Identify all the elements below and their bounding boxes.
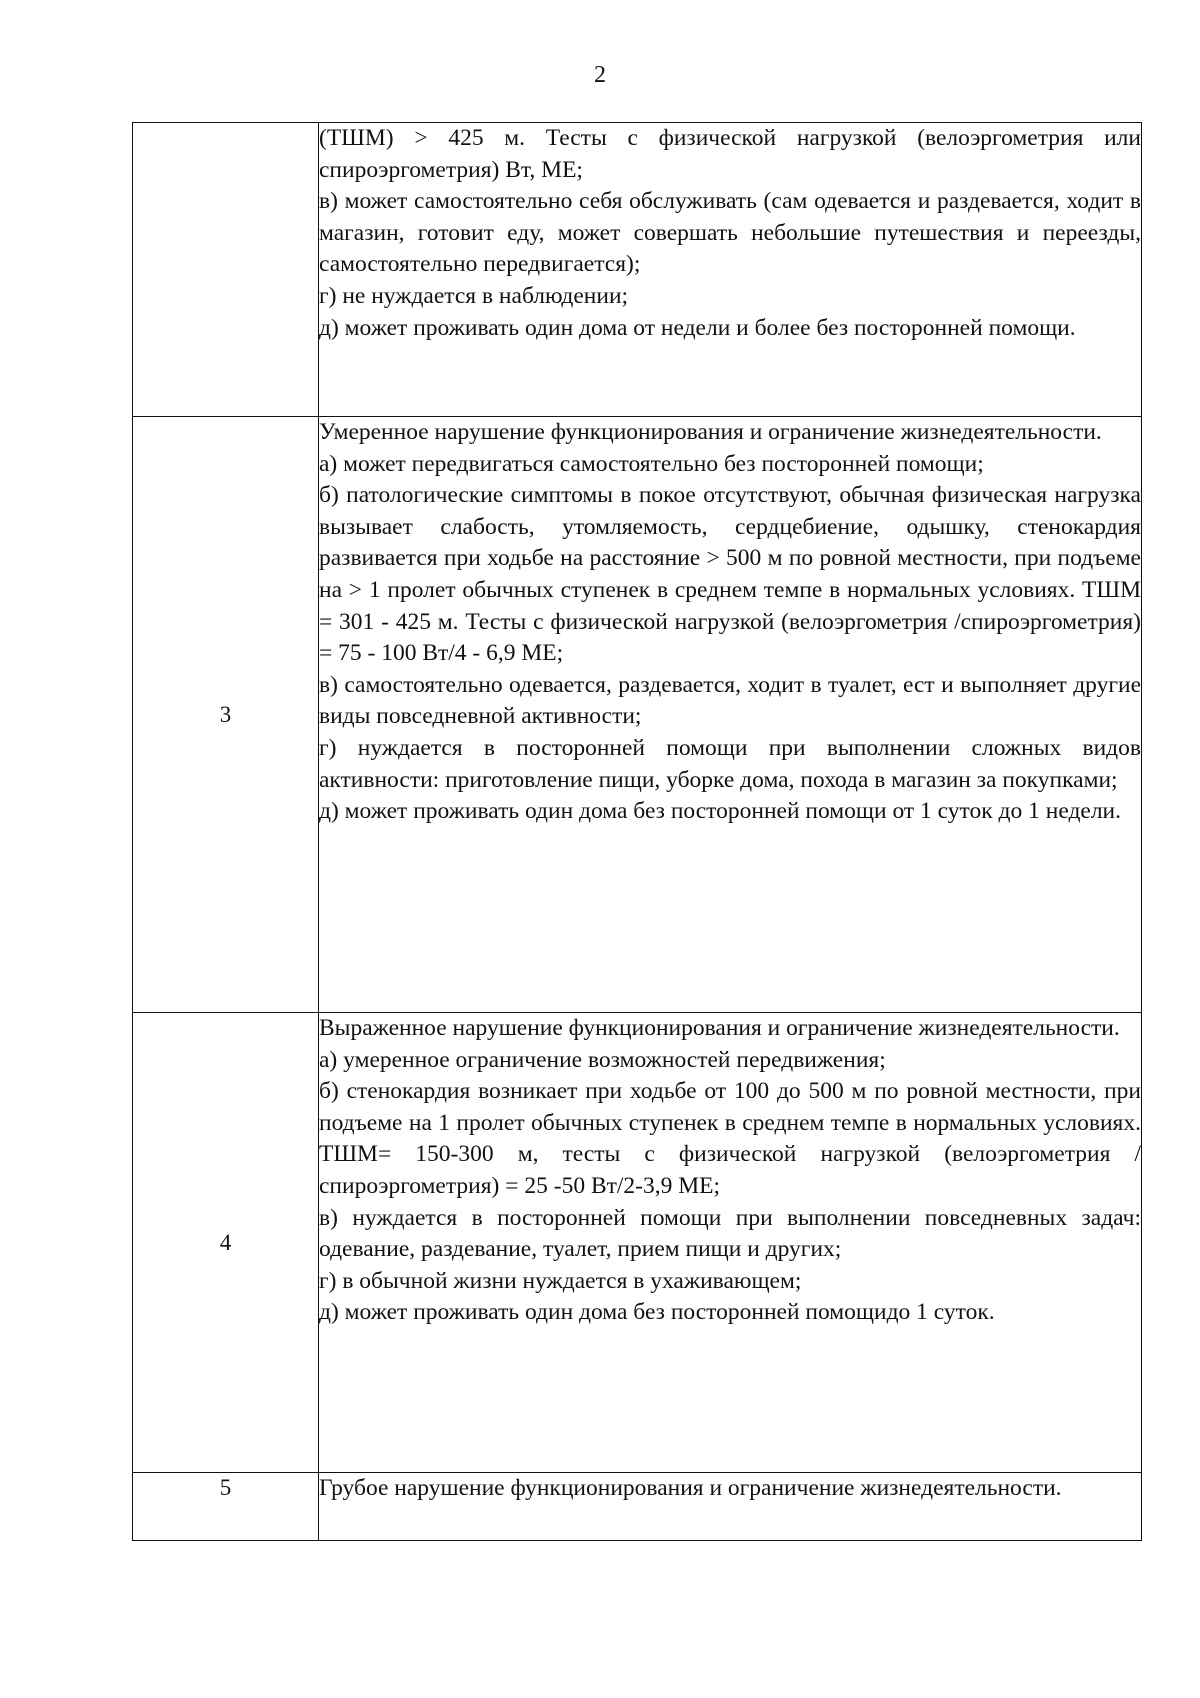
- table-row: [133, 123, 1142, 417]
- row-number-cell: 3: [133, 417, 319, 1013]
- text-paragraph: г) нуждается в посторонней помощи при выполнении сложных видов активности: приготовление пищи, уборке дома, похода в магазин за покупками;: [319, 734, 1141, 793]
- row-text-cell: [319, 1473, 1142, 1541]
- text-paragraph: б) стенокардия возникает при ходьбе от 100 до 500 м по ровной местности, при подъеме на 1 пролет обычных ступенек в среднем темпе в нормальных условиях. ТШМ= 150-300 м, тесты с физической нагрузкой (велоэргометрия /спироэргометрия) = 25 -50 Вт/2-3,9 МЕ;: [319, 1078, 1141, 1199]
- text-paragraph: г) в обычной жизни нуждается в ухаживающем;: [319, 1267, 802, 1294]
- row-text-cell: [319, 123, 1142, 417]
- text-paragraph: Умеренное нарушение функционирования и ограничение жизнедеятельности.: [319, 419, 1102, 445]
- text-paragraph: д) может проживать один дома без посторонней помощидо 1 суток.: [319, 1299, 995, 1326]
- text-paragraph: б) патологические симптомы в покое отсутствуют, обычная физическая нагрузка вызывает слабость, утомляемость, сердцебиение, одышку, стенокардия развивается при ходьбе на расстояние > 500 м по ровной местности, при подъеме на > 1 пролет обычных ступенек в среднем темпе в нормальных условиях. ТШМ = 301 - 425 м. Тесты с физической нагрузкой (велоэргометрия /спироэргометрия) = 75 - 100 Вт/4 - 6,9 МЕ;: [319, 482, 1141, 667]
- text-paragraph: в) самостоятельно одевается, раздевается, ходит в туалет, ест и выполняет другие виды повседневной активности;: [319, 671, 1141, 730]
- row-text-cell: [319, 1013, 1142, 1473]
- row-number-cell: 5: [133, 1473, 319, 1541]
- row-number-cell: 4: [133, 1013, 319, 1473]
- row-number-cell: [133, 123, 319, 417]
- table-row: [133, 1473, 1142, 1541]
- text-paragraph: а) умеренное ограничение возможностей передвижения;: [319, 1046, 886, 1073]
- table-row: [133, 1013, 1142, 1473]
- text-paragraph: д) может проживать один дома без посторонней помощи от 1 суток до 1 недели.: [319, 798, 1122, 825]
- text-paragraph: в) может самостоятельно себя обслуживать (сам одевается и раздевается, ходит в магазин, готовит еду, может совершать небольшие путешествия и переезды, самостоятельно передвигается);: [319, 188, 1141, 278]
- table-row: [133, 417, 1142, 1013]
- row-text-cell: [319, 417, 1142, 1013]
- text-paragraph: д) может проживать один дома от недели и более без посторонней помощи.: [319, 314, 1076, 341]
- text-paragraph: (ТШМ) > 425 м. Тесты с физической нагрузкой (велоэргометрия или спироэргометрия) Вт, МЕ;: [319, 125, 1141, 183]
- text-paragraph: Выраженное нарушение функционирования и ограничение жизнедеятельности.: [319, 1015, 1120, 1041]
- page-number: 2: [594, 62, 606, 88]
- text-paragraph: а) может передвигаться самостоятельно без посторонней помощи;: [319, 450, 984, 477]
- criteria-table: [132, 122, 1142, 1541]
- text-paragraph: г) не нуждается в наблюдении;: [319, 282, 629, 309]
- text-paragraph: Грубое нарушение функционирования и ограничение жизнедеятельности.: [319, 1475, 1062, 1501]
- text-paragraph: в) нуждается в посторонней помощи при выполнении повседневных задач: одевание, раздевание, туалет, прием пищи и других;: [319, 1204, 1141, 1263]
